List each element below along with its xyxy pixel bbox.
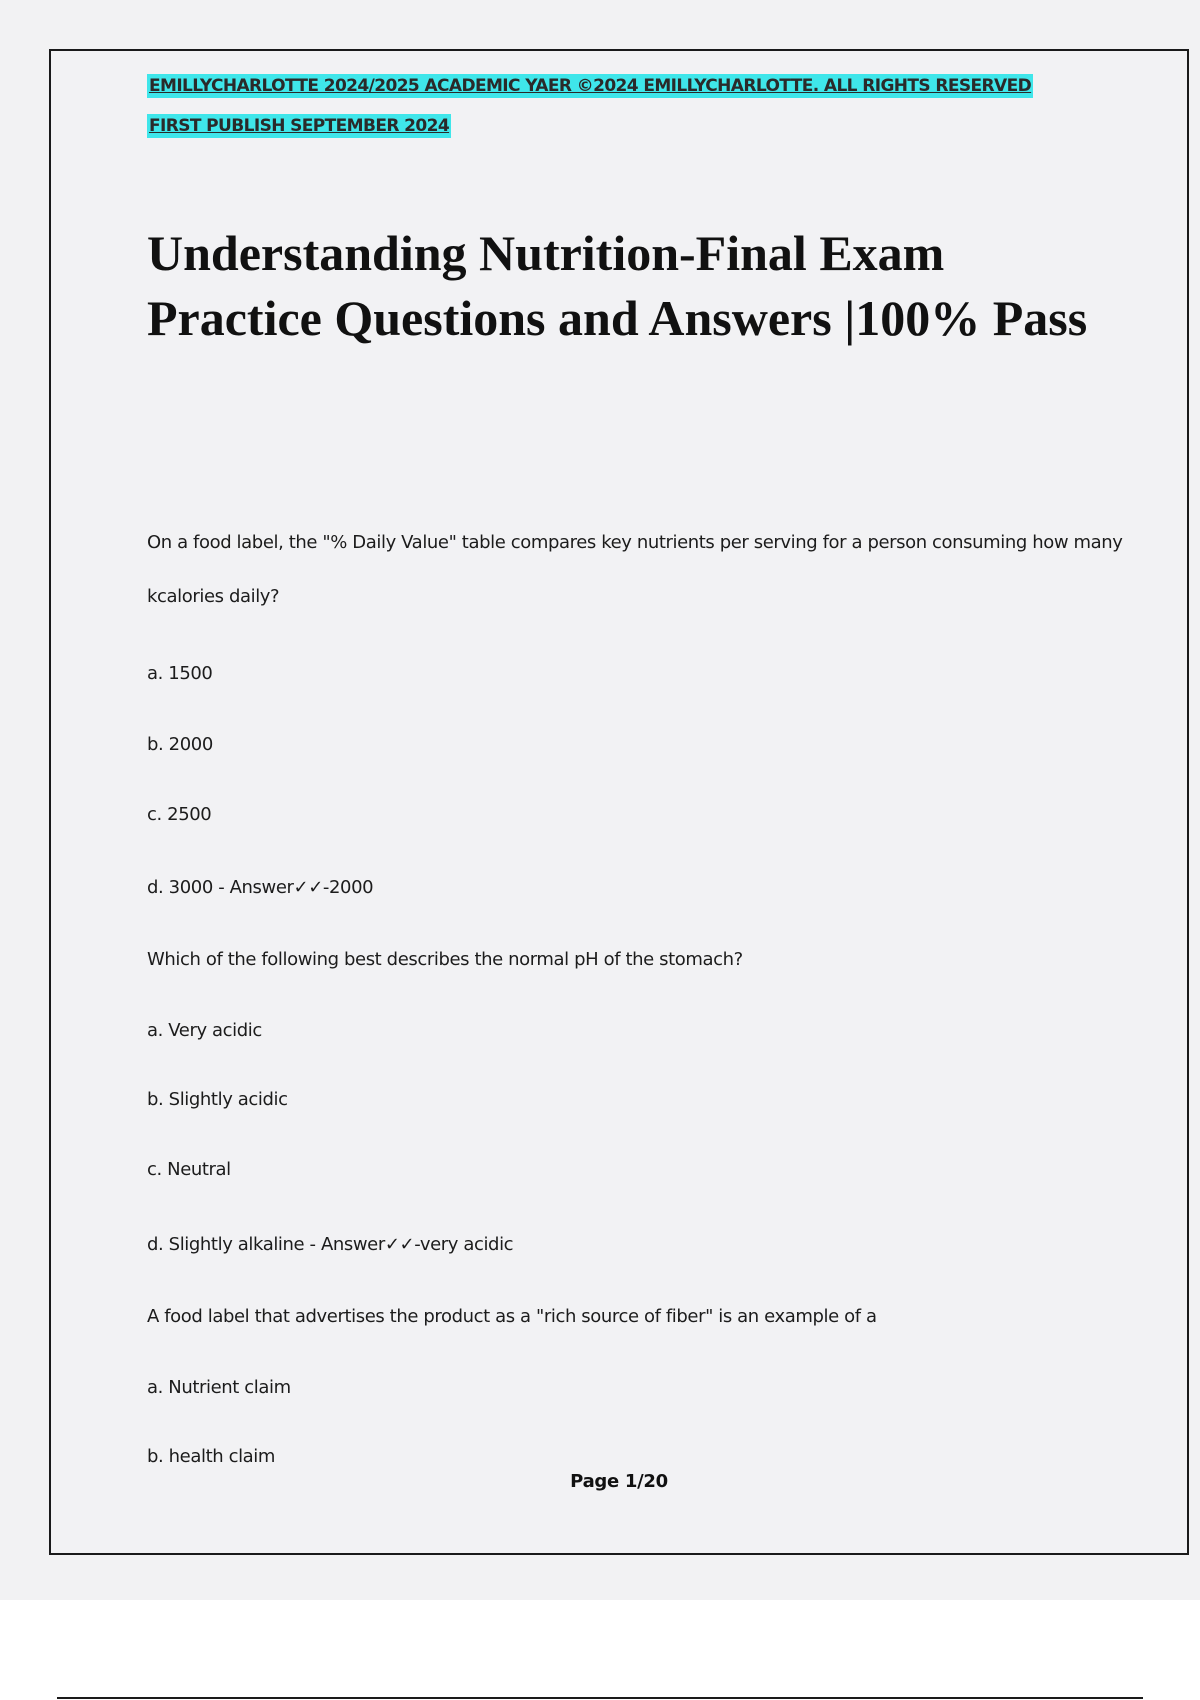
question-1-option-b: b. 2000 [147,734,213,755]
page-number: Page 1/20 [570,1471,668,1492]
document-title: Understanding Nutrition-Final Exam Practice Questions and Answers |100% Pass [147,225,1088,346]
question-2-stem: Which of the following best describes the normal pH of the stomach? [147,949,743,970]
question-3-stem: A food label that advertises the product as a "rich source of fiber" is an example of a [147,1306,877,1327]
question-2-option-a: a. Very acidic [147,1020,262,1041]
question-3-option-b: b. health claim [147,1446,276,1467]
question-3-option-a: a. Nutrient claim [147,1377,291,1398]
question-2-option-d-answer: d. Slightly alkaline - Answer✓✓-very acidic [147,1234,514,1255]
header-copyright-line: EMILLYCHARLOTTE 2024/2025 ACADEMIC YAER ©2024 EMILLYCHARLOTTE. ALL RIGHTS RESERVED [149,76,1032,96]
question-1-option-d-answer: d. 3000 - Answer✓✓-2000 [147,877,374,898]
question-2-option-c: c. Neutral [147,1159,231,1180]
document-page [49,49,1189,1555]
question-1-stem: On a food label, the "% Daily Value" table compares key nutrients per serving for a person consuming how many kcalories daily? [147,532,1123,607]
question-1-option-c: c. 2500 [147,804,212,825]
header-publish-line: FIRST PUBLISH SEPTEMBER 2024 [149,116,450,136]
question-2-option-b: b. Slightly acidic [147,1089,288,1110]
next-page-divider [57,1697,1143,1699]
question-1-option-a: a. 1500 [147,663,213,684]
